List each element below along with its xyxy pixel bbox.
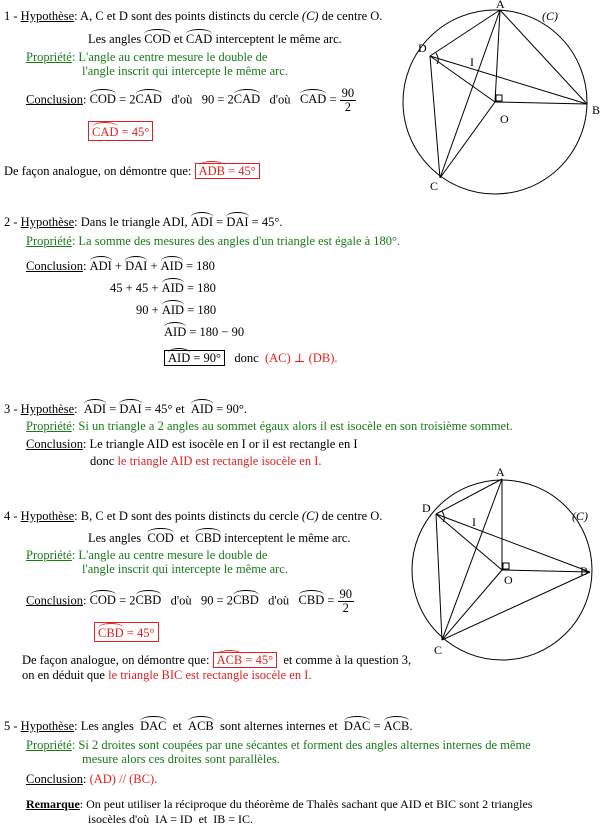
fig1-circle-label: (C) <box>542 9 558 23</box>
q5-remark-2: isocèles d'où IA = ID et IB = IC. <box>88 812 254 826</box>
q4-hypothesis: 4 - Hypothèse: B, C et D sont des points distincts du cercle (C) de centre O. <box>4 509 383 523</box>
figure-2 <box>410 462 600 662</box>
q4-analog: De façon analogue, on démontre que: ACB = 45° et comme à la question 3, <box>22 650 411 668</box>
q2-conclusion-3: 90 + AID = 180 <box>136 300 216 318</box>
fig2-label-O: O <box>504 573 513 587</box>
q4-angles-line: Les angles COD et CBD interceptent le même arc. <box>88 528 350 546</box>
q2-property: Propriété: La somme des mesures des angles d'un triangle est égale à 180°. <box>26 234 401 248</box>
fig1-label-O: O <box>500 112 509 126</box>
q1-hypothesis: 1 - Hypothèse: A, C et D sont des points distincts du cercle (C) de centre O. <box>4 9 383 23</box>
q1-property: Propriété: L'angle au centre mesure le double de <box>26 50 268 64</box>
q4-conclusion: Conclusion: COD = 2CBD d'où 90 = 2CBD d'où CBD = $\frac{90}{2}$ <box>26 587 353 615</box>
fig2-label-D: D <box>422 501 431 515</box>
q4-property: Propriété: L'angle au centre mesure le double de <box>26 548 268 562</box>
fig1-label-C: C <box>430 179 439 193</box>
q3-property: Propriété: Si un triangle a 2 angles au sommet égaux alors il est isocèle en son troisième sommet. <box>26 419 513 433</box>
q3-hypothesis: 3 - Hypothèse: ADI = DAI = 45° et AID = 90°. <box>4 399 247 417</box>
q3-conclusion: Conclusion: Le triangle AID est isocèle en I or il est rectangle en I <box>26 437 358 451</box>
q1-angles-line: Les angles COD et CAD interceptent le même arc. <box>88 29 342 47</box>
q1-result: CAD = 45° <box>88 121 153 141</box>
q1-conclusion: Conclusion: COD = 2CAD d'où 90 = 2CAD d'où CAD = $\frac{90}{2}$ <box>26 86 355 114</box>
fig1-label-D: D <box>418 41 427 55</box>
q4-deduce: on en déduit que le triangle BIC est rectangle isocèle en I. <box>22 668 312 682</box>
q1-fraction: $\frac{90}{2}$ <box>341 86 355 114</box>
fig2-circle-label: (C) <box>572 509 588 523</box>
q2-conclusion-1: Conclusion: ADI + DAI + AID = 180 <box>26 256 215 274</box>
q2-hypothesis: 2 - Hypothèse: Dans le triangle ADI, ADI = DAI = 45°. <box>4 212 282 230</box>
q5-remark: Remarque: On peut utiliser la réciproque du théorème de Thalès sachant que AID et BIC sont 2 triangles <box>26 797 533 811</box>
q5-property-2: mesure alors ces droites sont parallèles. <box>82 752 280 766</box>
fig1-label-B: B <box>592 103 600 117</box>
fig1-label-I: I <box>470 55 474 69</box>
q2-conclusion-4: AID = 180 − 90 <box>164 322 244 340</box>
q2-conclusion-2: 45 + 45 + AID = 180 <box>110 278 216 296</box>
fig2-label-I: I <box>472 515 476 529</box>
q3-conclusion-2: donc le triangle AID est rectangle isocèle en I. <box>90 454 322 468</box>
q5-conclusion: Conclusion: (AD) // (BC). <box>26 772 158 786</box>
q4-result: CBD = 45° <box>94 622 159 642</box>
q4-fraction: $\frac{90}{2}$ <box>339 587 353 615</box>
fig2-label-B: B <box>580 564 589 578</box>
q4-property-2: l'angle inscrit qui intercepte le même arc. <box>82 562 288 576</box>
figure-1 <box>400 0 600 200</box>
q1-property-2: l'angle inscrit qui intercepte le même arc. <box>82 64 288 78</box>
fig1-label-A: A <box>496 0 505 11</box>
fig2-label-A: A <box>496 465 505 479</box>
q5-property: Propriété: Si 2 droites sont coupées par une sécantes et forment des angles alternes internes de même <box>26 738 531 752</box>
fig2-label-C: C <box>434 643 443 657</box>
q1-analog: De façon analogue, on démontre que: ADB = 45° <box>4 161 260 179</box>
q5-hypothesis: 5 - Hypothèse: Les angles DAC et ACB sont alternes internes et DAC = ACB. <box>4 716 412 734</box>
q2-conclusion-5: AID = 90° donc (AC) ⊥ (DB). <box>164 348 337 366</box>
